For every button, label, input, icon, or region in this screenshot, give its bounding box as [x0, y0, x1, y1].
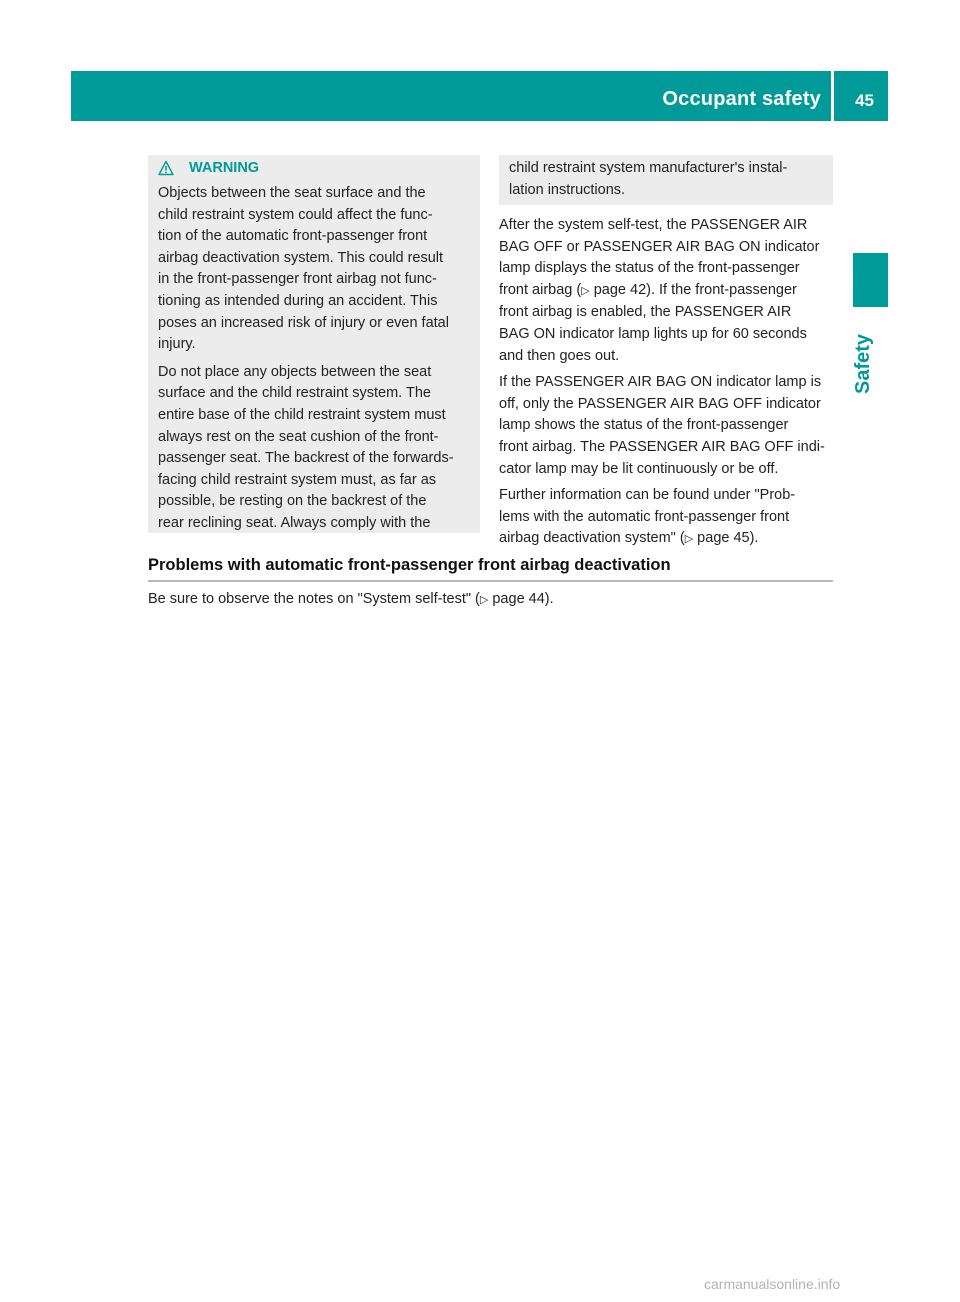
text-line: poses an increased risk of injury or even fatal	[158, 314, 449, 331]
text-line: injury.	[158, 336, 196, 353]
warning-box	[148, 155, 480, 533]
warning-box-continued	[499, 155, 833, 205]
text-line: cator lamp may be lit continuously or be off.	[499, 460, 779, 477]
text-line: airbag deactivation system. This could result	[158, 249, 444, 266]
text-line: Further information can be found under "Prob-	[499, 487, 796, 504]
text-line: airbag deactivation system" (	[499, 530, 685, 547]
text-line: rear reclining seat. Always comply with the	[158, 514, 431, 531]
text-line: BAG ON indicator lamp lights up for 60 seconds	[499, 325, 807, 342]
text-line: tion of the automatic front-passenger front	[158, 228, 428, 245]
section-heading: Problems with automatic front-passenger front airbag deactivation	[148, 556, 671, 574]
text-line: lamp shows the status of the front-passenger	[499, 417, 789, 434]
warning-paragraph-1	[158, 183, 474, 356]
text-line: tioning as intended during an accident. This	[158, 292, 438, 309]
text-line: After the system self-test, the PASSENGER AIR	[499, 217, 808, 233]
text-line: off, only the PASSENGER AIR BAG OFF indicator	[499, 395, 821, 412]
warning-body	[158, 183, 474, 541]
page-ref-link[interactable]: page 45).	[693, 530, 759, 547]
warning-triangle-icon	[158, 160, 174, 176]
warning-paragraph-2	[158, 362, 474, 535]
text-line: lation instructions.	[509, 181, 626, 198]
text-line: front airbag is enabled, the PASSENGER AIR	[499, 304, 792, 321]
page-ref-link[interactable]: page 42). If the front-passenger	[589, 281, 797, 298]
page-ref-arrow-icon: ▷	[581, 284, 590, 297]
section-tab-marker	[853, 253, 888, 307]
page-ref-link[interactable]: page 44).	[488, 591, 554, 607]
text-line: surface and the child restraint system. The	[158, 385, 431, 402]
text-line: possible, be resting on the backrest of the	[158, 493, 427, 510]
header-title: Occupant safety	[662, 88, 821, 110]
section-tab-label: Safety	[852, 333, 874, 394]
text-line: always rest on the seat cushion of the front-	[158, 428, 439, 445]
paragraph-indicator-lamp	[499, 372, 834, 480]
text-line: entire base of the child restraint system must	[158, 406, 446, 423]
footer-watermark: carmanualsonline.info	[704, 1276, 841, 1292]
page-number: 45	[855, 91, 874, 110]
text-line: lamp displays the status of the front-passenger	[499, 260, 800, 277]
text-line: Be sure to observe the notes on "System self-test" (	[148, 591, 480, 607]
page-ref-arrow-icon: ▷	[684, 533, 694, 546]
page-ref-arrow-icon: ▷	[479, 594, 489, 606]
warning-heading	[158, 158, 259, 178]
paragraph-further-info	[499, 485, 834, 551]
text-line: Objects between the seat surface and the	[158, 185, 426, 201]
text-line: lems with the automatic front-passenger front	[499, 508, 790, 525]
text-line: facing child restraint system must, as far as	[158, 471, 437, 488]
right-column-body	[499, 215, 834, 556]
paragraph-self-test	[499, 215, 834, 367]
text-line: child restraint system manufacturer's instal-	[509, 160, 788, 176]
text-line: front airbag (	[499, 281, 582, 298]
text-line: and then goes out.	[499, 347, 620, 364]
text-line: in the front-passenger front airbag not func-	[158, 271, 437, 288]
text-line: child restraint system could affect the func-	[158, 206, 433, 223]
warning-continued-text	[509, 158, 825, 201]
text-line: BAG OFF or PASSENGER AIR BAG ON indicator	[499, 238, 820, 255]
section-body	[148, 591, 554, 607]
text-line: Do not place any objects between the seat	[158, 363, 432, 380]
warning-heading-text: WARNING	[189, 160, 260, 176]
text-line: passenger seat. The backrest of the forwards-	[158, 450, 454, 467]
header-separator	[831, 71, 834, 121]
section-divider	[148, 580, 833, 582]
header-bar	[71, 71, 888, 121]
text-line: front airbag. The PASSENGER AIR BAG OFF indi-	[499, 438, 825, 455]
text-line: If the PASSENGER AIR BAG ON indicator lamp is	[499, 374, 822, 391]
